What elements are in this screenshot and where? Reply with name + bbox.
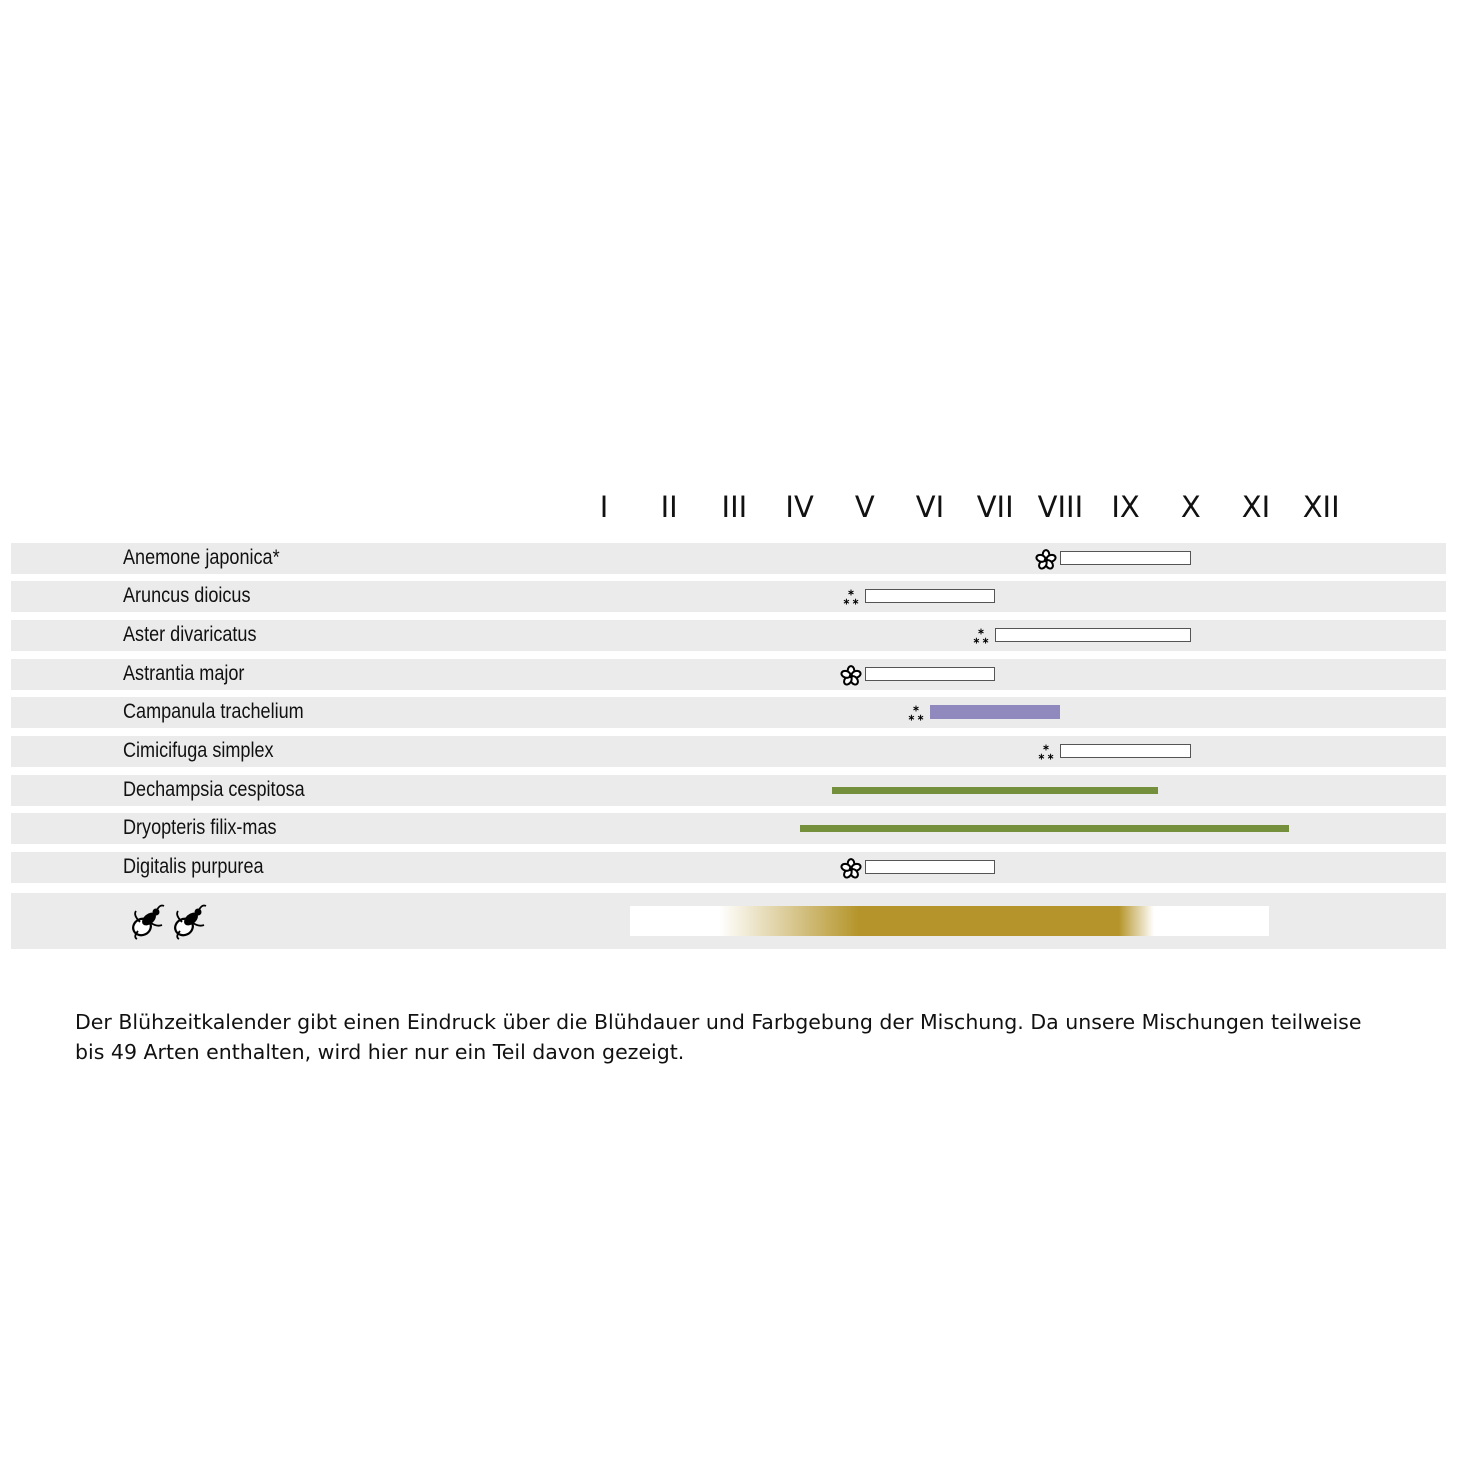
month-label-vii: VII: [976, 490, 1014, 524]
star-cluster-icon: [905, 703, 927, 725]
bee-icon: [129, 901, 169, 941]
bee-icon: [171, 901, 211, 941]
species-row: [11, 543, 1446, 574]
bloom-bar: [832, 787, 1158, 794]
bloom-bar: [1060, 551, 1190, 565]
species-name: Aster divaricatus: [123, 623, 257, 646]
month-label-viii: VIII: [1037, 490, 1084, 524]
month-label-iv: IV: [785, 490, 814, 524]
bloom-intensity-gradient: [630, 906, 1269, 936]
bloom-bar: [930, 705, 1060, 719]
bloom-bar: [995, 628, 1191, 642]
species-row: [11, 581, 1446, 612]
species-name: Cimicifuga simplex: [123, 739, 274, 762]
species-row: [11, 620, 1446, 651]
caption-line-1: Der Blühzeitkalender gibt einen Eindruck über die Blühdauer und Farbgebung der Mischung. Da unsere Mischungen teilweise: [75, 1010, 1362, 1034]
species-name: Anemone japonica*: [123, 546, 280, 569]
species-name: Astrantia major: [123, 662, 245, 685]
species-name: Dechampsia cespitosa: [123, 778, 305, 801]
month-label-xi: XI: [1241, 490, 1271, 524]
species-row: [11, 697, 1446, 728]
species-name: Digitalis purpurea: [123, 855, 264, 878]
star-cluster-icon: [970, 626, 992, 648]
species-row: [11, 852, 1446, 883]
flower-icon: [840, 665, 862, 687]
species-row: [11, 736, 1446, 767]
flower-icon: [840, 858, 862, 880]
species-name: Dryopteris filix-mas: [123, 816, 277, 839]
month-label-iii: III: [721, 490, 748, 524]
month-label-ii: II: [660, 490, 678, 524]
month-label-v: V: [854, 490, 875, 524]
star-cluster-icon: [1035, 742, 1057, 764]
bloom-bar: [865, 860, 995, 874]
month-axis: [0, 490, 1458, 530]
caption-line-2: bis 49 Arten enthalten, wird hier nur ein Teil davon gezeigt.: [75, 1040, 685, 1064]
caption: [75, 1007, 1395, 1067]
month-label-xii: XII: [1302, 490, 1340, 524]
bloom-bar: [865, 667, 995, 681]
bloom-bar: [865, 589, 995, 603]
species-row: [11, 775, 1446, 806]
month-label-ix: IX: [1111, 490, 1140, 524]
bloom-bar: [1060, 744, 1190, 758]
species-name: Campanula trachelium: [123, 700, 304, 723]
summary-row: [11, 893, 1446, 949]
bloom-bar: [800, 825, 1289, 832]
species-name: Aruncus dioicus: [123, 584, 251, 607]
flower-icon: [1035, 549, 1057, 571]
species-row: [11, 659, 1446, 690]
month-label-vi: VI: [915, 490, 945, 524]
star-cluster-icon: [840, 587, 862, 609]
month-label-x: X: [1180, 490, 1201, 524]
species-row: [11, 813, 1446, 844]
month-label-i: I: [599, 490, 609, 524]
